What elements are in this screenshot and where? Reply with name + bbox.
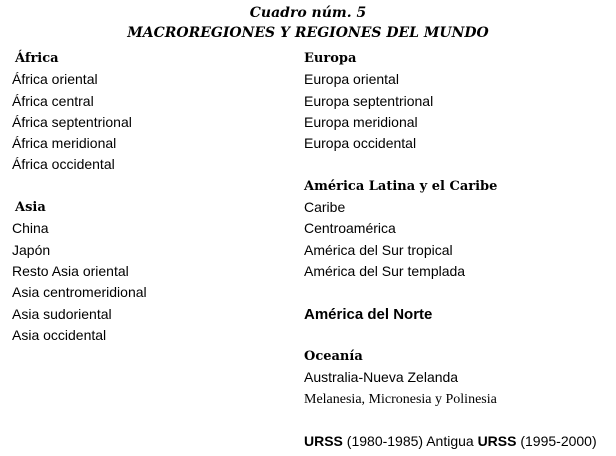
urss-period: (1980-1985) Antigua (342, 433, 478, 450)
region-heading-europa: Europa (304, 51, 357, 66)
list-item: África oriental (12, 71, 98, 88)
list-item: Asia centromeridional (12, 284, 147, 301)
list-item: Resto Asia oriental (12, 262, 129, 279)
list-item: Australia-Nueva Zelanda (304, 369, 459, 386)
table-caption-number: Cuadro núm. 5 (249, 5, 367, 21)
list-item: África central (12, 92, 94, 109)
region-heading-america-latina: América Latina y el Caribe (304, 178, 498, 194)
list-item: Centroamérica (304, 220, 396, 237)
urss-label: URSS (304, 433, 343, 450)
region-heading-asia: Asia (15, 200, 46, 216)
list-item: África septentrional (12, 113, 132, 130)
list-item: China (12, 220, 49, 237)
region-heading-africa: África (15, 51, 59, 66)
list-item: Melanesia, Micronesia y Polinesia (304, 391, 497, 407)
list-item: África occidental (12, 156, 115, 173)
urss-line (304, 431, 597, 452)
region-heading-oceania: Oceanía (304, 349, 363, 365)
urss-period: (1995-2000) (516, 433, 597, 450)
right-column (304, 48, 597, 453)
list-item: América del Sur templada (304, 262, 466, 279)
region-heading-america-norte: América del Norte (304, 305, 433, 323)
list-item: Europa oriental (304, 71, 399, 88)
left-column (12, 48, 147, 346)
urss-label: URSS (477, 433, 517, 450)
table-caption-title: MACROREGIONES Y REGIONES DEL MUNDO (127, 25, 489, 41)
list-item: América del Sur tropical (304, 241, 453, 258)
list-item: Europa meridional (304, 113, 418, 130)
list-item: Asia occidental (12, 326, 107, 343)
list-item: Europa septentrional (304, 92, 434, 109)
list-item: Europa occidental (304, 135, 417, 152)
list-item: Caribe (304, 199, 346, 216)
list-item: Asia sudoriental (12, 305, 112, 322)
list-item: Japón (12, 241, 51, 258)
list-item: África meridional (12, 135, 117, 152)
